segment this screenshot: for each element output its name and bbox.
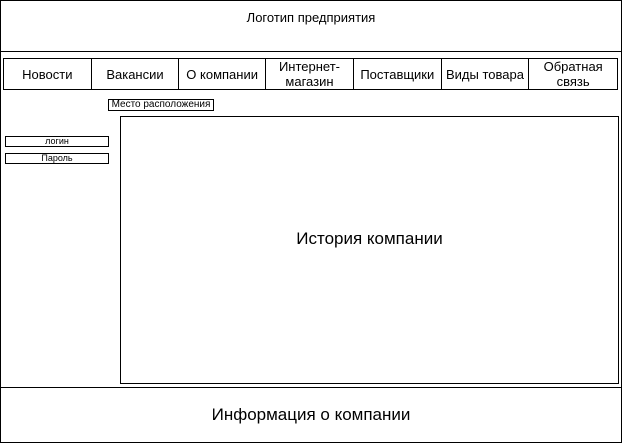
nav-item-vacancies[interactable]: Вакансии — [92, 59, 180, 89]
content-title: История компании — [296, 229, 443, 248]
password-field[interactable]: Пароль — [5, 153, 109, 164]
company-logo[interactable]: Логотип предприятия — [246, 10, 376, 25]
nav-item-suppliers[interactable]: Поставщики — [354, 59, 442, 89]
nav-item-product-types[interactable]: Виды товара — [442, 59, 530, 89]
nav-item-news[interactable]: Новости — [4, 59, 92, 89]
footer-text: Информация о компании — [211, 405, 411, 424]
nav-item-online-store[interactable]: Интернет-магазин — [266, 59, 354, 89]
main-content-area — [120, 116, 619, 384]
header — [0, 0, 622, 52]
nav-item-about[interactable]: О компании — [179, 59, 266, 89]
footer — [0, 387, 622, 443]
main-navigation — [3, 58, 618, 90]
login-field[interactable]: логин — [5, 136, 109, 147]
location-button[interactable]: Место расположения — [108, 99, 214, 111]
nav-item-feedback[interactable]: Обратная связь — [543, 59, 603, 89]
